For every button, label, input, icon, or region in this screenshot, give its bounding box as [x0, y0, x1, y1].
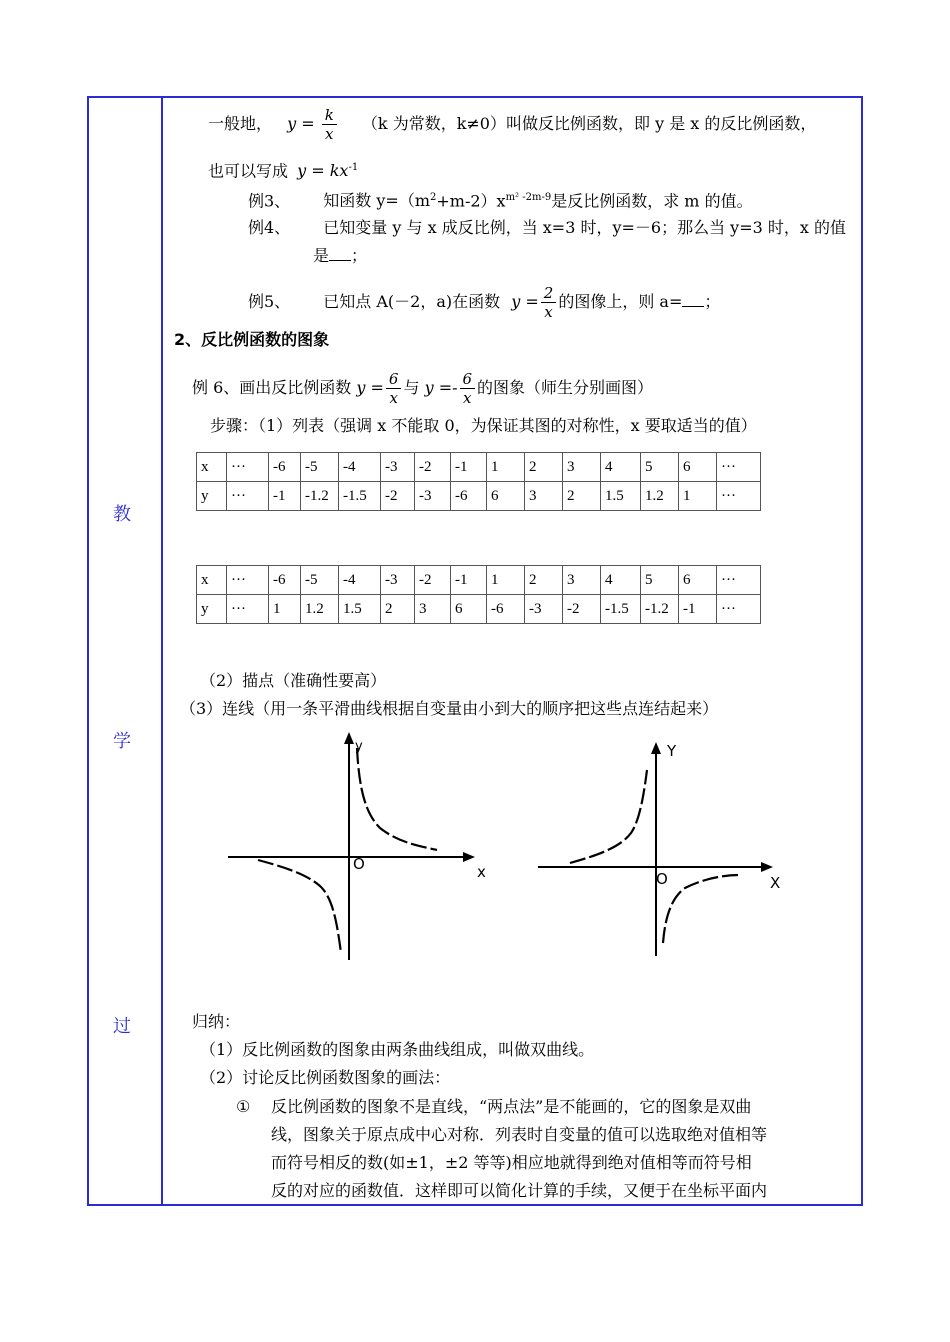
table-row [197, 566, 761, 595]
side-label-xue: 学 [113, 731, 131, 752]
table-cell: y [197, 482, 227, 511]
table-cell: -4 [339, 566, 381, 595]
x-label: X [770, 874, 781, 892]
table-cell: 3 [415, 595, 451, 624]
example-5: 例5、 已知点 A(－2，a)在函数 y = $\frac{2}{x}$ 的图像上，则 a= ； [248, 284, 721, 321]
definition-text-3: 也可以写成 [208, 161, 289, 181]
hyperbola-graph-2 [535, 738, 795, 960]
table-cell: 6 [679, 453, 717, 482]
example-4-label: 例4、 [248, 218, 291, 237]
curve-quadrant-1 [357, 748, 437, 850]
definition-text-2: （k 为常数，k≠0）叫做反比例函数，即 y 是 x 的反比例函数， [361, 114, 817, 133]
value-table-2 [196, 565, 761, 624]
table-cell: 2 [525, 453, 563, 482]
table-row [197, 595, 761, 624]
table-cell: 5 [641, 566, 679, 595]
summary-title: 归纳： [192, 1012, 241, 1031]
answer-blank [329, 260, 351, 261]
table-cell: y [197, 595, 227, 624]
table-cell: -5 [301, 453, 339, 482]
table-cell: 1.5 [601, 482, 641, 511]
table-cell: -1.5 [339, 482, 381, 511]
example-3-exponent: m² -2m-9 [505, 192, 552, 203]
table-row [197, 482, 761, 511]
table-cell: ··· [227, 566, 269, 595]
summary-line-1: 反比例函数的图象不是直线，“两点法”是不能画的，它的图象是双曲 [271, 1097, 752, 1116]
summary-number: ① [236, 1097, 251, 1116]
value-table-1 [196, 452, 761, 511]
negative-sign: - [452, 378, 458, 397]
table-cell: -2 [381, 482, 415, 511]
table-cell: 1.2 [641, 482, 679, 511]
steps-1: 步骤：（1）列表（强调 x 不能取 0，为保证其图的对称性，x 要取适当的值） [210, 416, 757, 435]
table-cell: 2 [563, 482, 601, 511]
example-4-text-2: 是 [313, 246, 330, 265]
table-cell: -4 [339, 453, 381, 482]
fraction-2-over-x: $\frac{2}{x}$ [541, 284, 557, 321]
table-cell: -1.2 [641, 595, 679, 624]
table-cell: x [197, 453, 227, 482]
example-5-text-2: 的图像上，则 a= [558, 292, 683, 311]
table-cell: ··· [717, 482, 761, 511]
table-cell: 3 [563, 566, 601, 595]
table-cell: 2 [381, 595, 415, 624]
table-cell: -1 [451, 453, 487, 482]
y-label: y [355, 739, 363, 754]
table-cell: 6 [679, 566, 717, 595]
side-label-jiao: 教 [113, 504, 131, 525]
table-cell: -6 [451, 482, 487, 511]
table-cell: ··· [227, 453, 269, 482]
table-cell: -3 [381, 566, 415, 595]
hyperbola-graph-1 [225, 728, 485, 963]
table-cell: -6 [269, 453, 301, 482]
table-cell: 5 [641, 453, 679, 482]
fraction-k-over-x: $\frac{k}{x}$ [322, 106, 337, 143]
steps-3: （3）连线（用一条平滑曲线根据自变量由小到大的顺序把这些点连结起来） [180, 699, 719, 718]
section-2-title: 2、反比例函数的图象 [174, 330, 330, 349]
fraction-6-over-x: $\frac{6}{x}$ [386, 370, 402, 407]
example-5-text-3: ； [704, 292, 721, 311]
table-cell: 1 [679, 482, 717, 511]
example-4-text-3: ； [351, 246, 368, 265]
table-cell: 2 [525, 566, 563, 595]
table-cell: -1.2 [301, 482, 339, 511]
table-cell: 6 [451, 595, 487, 624]
table-cell: -6 [269, 566, 301, 595]
example-3-text-2: +m-2）x [436, 191, 506, 211]
example-5-text: 已知点 A(－2，a)在函数 [323, 292, 501, 311]
example-3-square: 2 [430, 192, 437, 203]
fraction-6-over-x-2: $\frac{6}{x}$ [460, 370, 476, 407]
table-cell: 3 [525, 482, 563, 511]
table-cell: 4 [601, 453, 641, 482]
origin-label: O [656, 870, 668, 888]
table-cell: -6 [487, 595, 525, 624]
table-cell: ··· [717, 595, 761, 624]
example-6-and: 与 [403, 378, 420, 397]
table-cell: -1 [269, 482, 301, 511]
x-axis-arrow [463, 852, 475, 862]
steps-2: （2）描点（准确性要高） [200, 671, 387, 690]
table-cell: -2 [415, 566, 451, 595]
example-3-text: 知函数 y=（m [323, 191, 430, 211]
table-cell: 4 [601, 566, 641, 595]
table-cell: 1 [269, 595, 301, 624]
table-cell: -3 [415, 482, 451, 511]
curve-quadrant-3 [258, 860, 341, 953]
summary-point-2: （2）讨论反比例函数图象的画法： [200, 1068, 451, 1087]
column-divider [161, 96, 163, 1206]
example-4 [248, 218, 846, 238]
table-cell: ··· [227, 595, 269, 624]
table-cell: -3 [381, 453, 415, 482]
table-row [197, 453, 761, 482]
table-cell: 1.5 [339, 595, 381, 624]
curve-quadrant-4 [663, 875, 740, 943]
x-axis-arrow [761, 862, 773, 872]
table-cell: 1.2 [301, 595, 339, 624]
example-6: 例 6、画出反比例函数 y = $\frac{6}{x}$ 与 y =- $\frac{6}{x}$ 的图象（师生分别画图） [192, 370, 654, 407]
table-cell: -1.5 [601, 595, 641, 624]
example-4-continued [313, 246, 367, 266]
example-6-tail: 的图象（师生分别画图） [477, 378, 654, 397]
origin-label: O [353, 855, 365, 873]
table-cell: 1 [487, 566, 525, 595]
x-label: x [477, 863, 486, 881]
table-cell: -5 [301, 566, 339, 595]
summary-line-4: 反的对应的函数值．这样即可以简化计算的手续，又便于在坐标平面内 [271, 1181, 768, 1200]
formula-kx: y = kx [297, 161, 349, 181]
table-cell: 1 [487, 453, 525, 482]
table-cell: -1 [451, 566, 487, 595]
table-cell: -3 [525, 595, 563, 624]
example-4-text: 已知变量 y 与 x 成反比例，当 x=3 时，y=－6；那么当 y=3 时，x 的值 [323, 218, 847, 237]
table-cell: x [197, 566, 227, 595]
y-axis-arrow [344, 732, 354, 744]
table-cell: 6 [487, 482, 525, 511]
table-cell: -1 [679, 595, 717, 624]
formula-exponent: -1 [348, 162, 359, 173]
answer-blank-2 [682, 306, 704, 307]
example-3 [248, 188, 753, 211]
example-3-text-3: 是反比例函数，求 m 的值。 [551, 191, 753, 211]
example-5-label: 例5、 [248, 292, 291, 311]
summary-line-3: 而符号相反的数(如±1，±2 等等)相应地就得到绝对值相等而符号相 [271, 1153, 752, 1172]
table-cell: ··· [717, 566, 761, 595]
definition-line-2 [208, 158, 358, 181]
table-cell: -2 [415, 453, 451, 482]
y-label: Y [667, 742, 677, 760]
y-axis-arrow [651, 742, 661, 754]
example-3-label: 例3、 [248, 191, 291, 211]
summary-point-1: （1）反比例函数的图象由两条曲线组成，叫做双曲线。 [200, 1040, 595, 1059]
table-cell: ··· [717, 453, 761, 482]
definition-line-1: 一般地， y = $\frac{k}{x}$ （k 为常数，k≠0）叫做反比例函数，即 y 是 x 的反比例函数， [208, 106, 817, 143]
table-cell: ··· [227, 482, 269, 511]
side-label-guo: 过 [113, 1016, 131, 1037]
table-cell: -2 [563, 595, 601, 624]
definition-text: 一般地， [208, 114, 273, 133]
table-cell: 3 [563, 453, 601, 482]
example-6-label: 例 6、画出反比例函数 [192, 378, 352, 397]
curve-quadrant-2 [570, 770, 647, 863]
summary-line-2: 线，图象关于原点成中心对称．列表时自变量的值可以选取绝对值相等 [271, 1125, 768, 1144]
